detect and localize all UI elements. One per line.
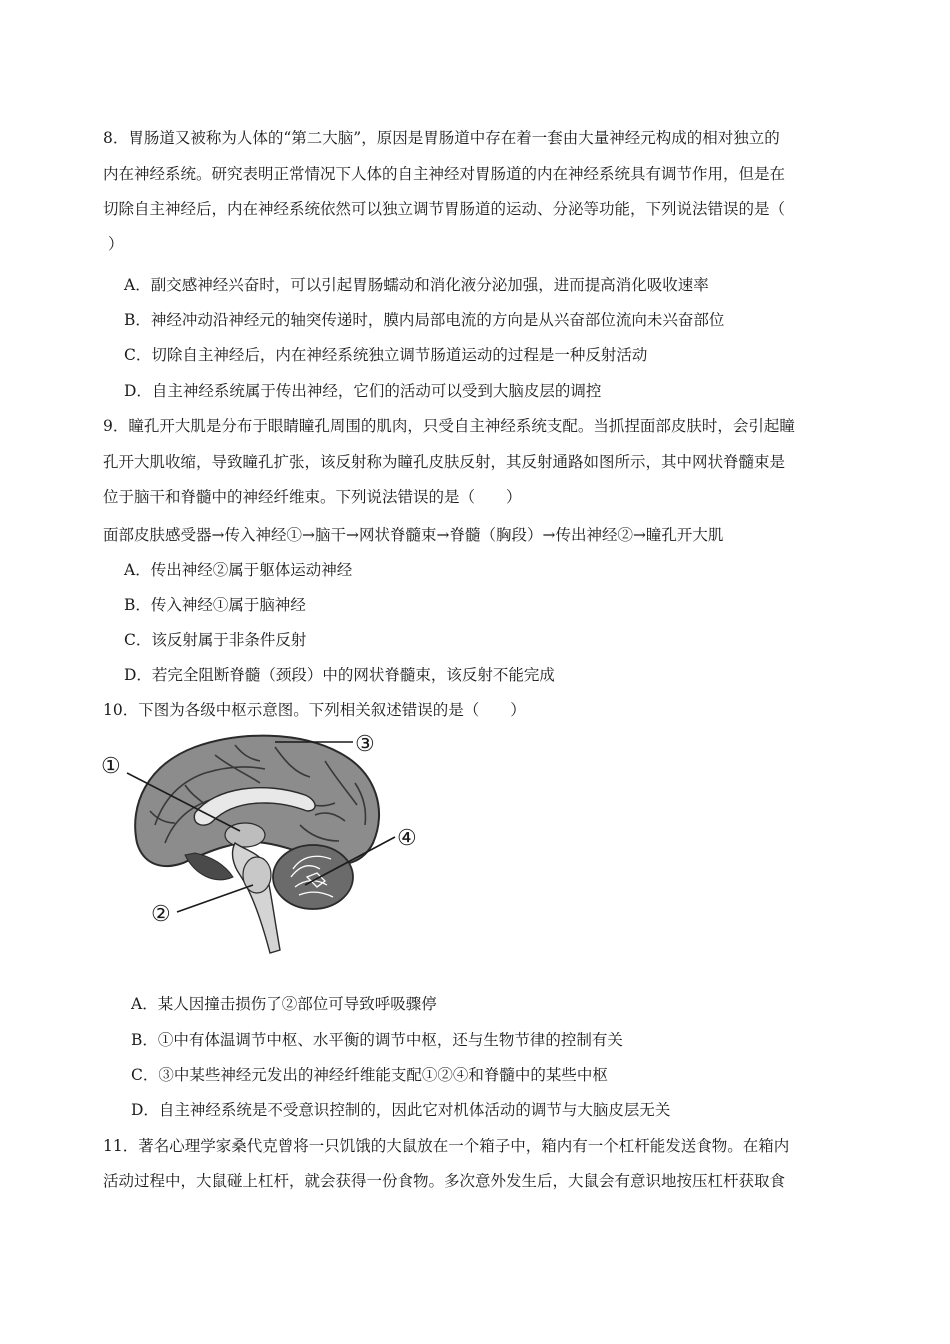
q8-stem-line-3: 切除自主神经后，内在神经系统依然可以独立调节胃肠道的运动、分泌等功能，下列说法错误的是（ bbox=[103, 200, 786, 218]
label-4: ④ bbox=[397, 826, 417, 851]
q8-option-b: B．神经冲动沿神经元的轴突传递时，膜内局部电流的方向是从兴奋部位流向未兴奋部位 bbox=[124, 311, 725, 329]
label-1: ① bbox=[101, 754, 121, 779]
q9-option-c: C．该反射属于非条件反射 bbox=[124, 631, 307, 649]
q8-stem-line-1: 8．胃肠道又被称为人体的“第二大脑”，原因是胃肠道中存在着一套由大量神经元构成的相对独立的 bbox=[103, 129, 780, 147]
brain-diagram bbox=[95, 725, 425, 965]
q9-stem-line-2: 孔开大肌收缩，导致瞳孔扩张，该反射称为瞳孔皮肤反射，其反射通路如图所示，其中网状脊髓束是 bbox=[103, 453, 786, 471]
q10-stem: 10．下图为各级中枢示意图。下列相关叙述错误的是（ ） bbox=[103, 701, 526, 719]
q10-option-b: B．①中有体温调节中枢、水平衡的调节中枢，还与生物节律的控制有关 bbox=[131, 1031, 623, 1049]
q9-option-a: A．传出神经②属于躯体运动神经 bbox=[124, 561, 353, 579]
q10-option-d: D．自主神经系统是不受意识控制的，因此它对机体活动的调节与大脑皮层无关 bbox=[131, 1101, 671, 1119]
q8-stem-line-2: 内在神经系统。研究表明正常情况下人体的自主神经对胃肠道的内在神经系统具有调节作用，但是在 bbox=[103, 165, 786, 183]
q10-option-c: C．③中某些神经元发出的神经纤维能支配①②④和脊髓中的某些中枢 bbox=[131, 1066, 608, 1084]
q9-stem-line-1: 9．瞳孔开大肌是分布于眼睛瞳孔周围的肌肉，只受自主神经系统支配。当抓捏面部皮肤时，会引起瞳 bbox=[103, 417, 795, 435]
q9-stem-line-3: 位于脑干和脊髓中的神经纤维束。下列说法错误的是（ ） bbox=[103, 488, 522, 506]
q9-option-d: D．若完全阻断脊髓（颈段）中的网状脊髓束，该反射不能完成 bbox=[124, 666, 555, 684]
q11-stem-line-1: 11．著名心理学家桑代克曾将一只饥饿的大鼠放在一个箱子中，箱内有一个杠杆能发送食物。在箱内 bbox=[103, 1137, 790, 1155]
q8-option-a: A．副交感神经兴奋时，可以引起胃肠蠕动和消化液分泌加强，进而提高消化吸收速率 bbox=[124, 276, 709, 294]
q9-option-b: B．传入神经①属于脑神经 bbox=[124, 596, 306, 614]
q10-option-a: A．某人因撞击损伤了②部位可导致呼吸骤停 bbox=[131, 995, 437, 1013]
label-2: ② bbox=[151, 902, 171, 927]
label-3: ③ bbox=[355, 732, 375, 757]
q8-stem-line-4: ） bbox=[108, 235, 124, 253]
q8-option-d: D．自主神经系统属于传出神经，它们的活动可以受到大脑皮层的调控 bbox=[124, 382, 602, 400]
q11-stem-line-2: 活动过程中，大鼠碰上杠杆，就会获得一份食物。多次意外发生后，大鼠会有意识地按压杠杆获取食 bbox=[103, 1172, 786, 1190]
q9-pathway: 面部皮肤感受器→传入神经①→脑干→网状脊髓束→脊髓（胸段）→传出神经②→瞳孔开大肌 bbox=[103, 526, 724, 544]
q8-option-c: C．切除自主神经后，内在神经系统独立调节肠道运动的过程是一种反射活动 bbox=[124, 346, 648, 364]
